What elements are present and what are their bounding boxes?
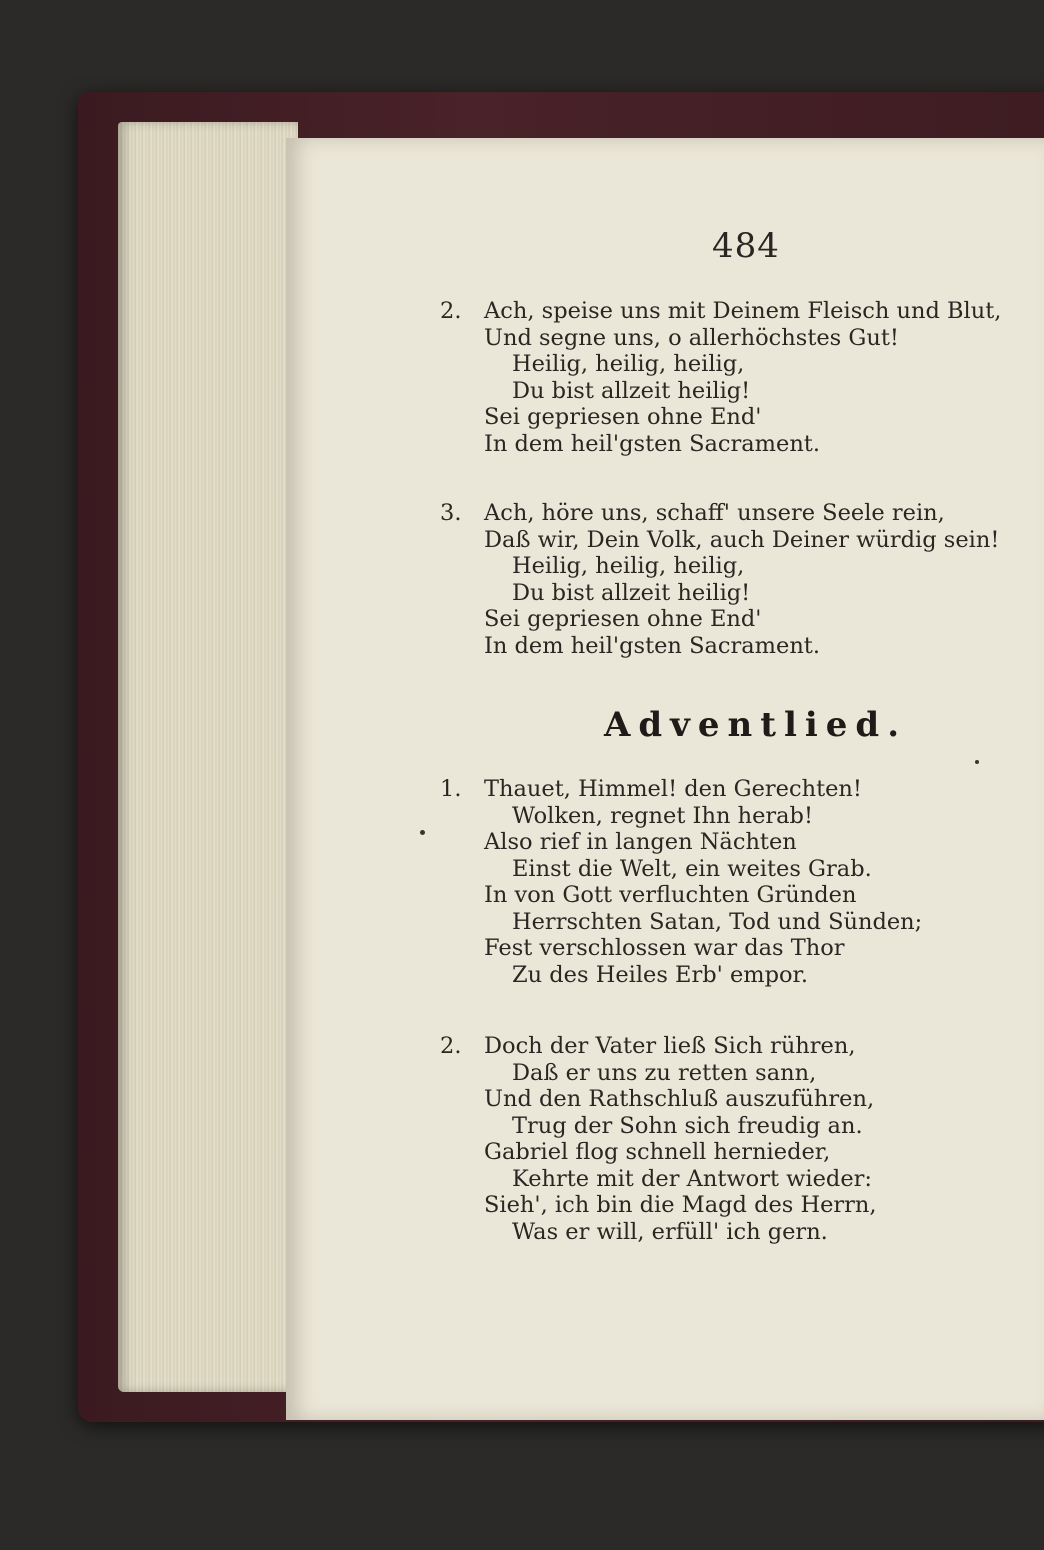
verse-number: 2.: [440, 1033, 462, 1059]
verse-line: Daß wir, Dein Volk, auch Deiner würdig sein!: [484, 526, 1000, 553]
verse-block: [440, 298, 1001, 457]
verse-line: Was er will, erfüll' ich gern.: [512, 1218, 828, 1245]
verse-line: Ach, höre uns, schaff' unsere Seele rein,: [484, 500, 945, 526]
verse-line: Heilig, heilig, heilig,: [512, 553, 745, 579]
verse-line: Also rief in langen Nächten: [484, 829, 797, 855]
verse-line: In dem heil'gsten Sacrament.: [484, 430, 821, 457]
verse-line: In von Gott verfluchten Gründen: [484, 882, 857, 908]
verse-line: Einst die Welt, ein weites Grab.: [512, 855, 872, 882]
page-number: 484: [712, 226, 780, 266]
verse-line: Sieh', ich bin die Magd des Herrn,: [484, 1192, 877, 1218]
verse-line: Herrschten Satan, Tod und Sünden;: [512, 908, 923, 935]
verse-line: Trug der Sohn sich freudig an.: [512, 1112, 863, 1139]
verse-line: In dem heil'gsten Sacrament.: [484, 632, 821, 659]
verse-block: [440, 1033, 877, 1245]
verse-line: Fest verschlossen war das Thor: [484, 935, 845, 961]
verse-line: Doch der Vater ließ Sich rühren,: [484, 1033, 856, 1059]
ink-speck: [975, 760, 979, 764]
verse-number: 2.: [440, 298, 462, 324]
verse-line: Gabriel flog schnell hernieder,: [484, 1139, 831, 1165]
ink-speck: [420, 830, 425, 835]
verse-block: [440, 500, 999, 659]
verse-line: Ach, speise uns mit Deinem Fleisch und Blut,: [484, 298, 1002, 324]
verse-number: 3.: [440, 500, 462, 526]
verse-line: Wolken, regnet Ihn herab!: [512, 802, 814, 829]
verse-line: Heilig, heilig, heilig,: [512, 351, 745, 377]
verse-number: 1.: [440, 776, 462, 802]
verse-line: Daß er uns zu retten sann,: [512, 1059, 817, 1086]
verse-line: Du bist allzeit heilig!: [512, 377, 751, 404]
verse-line: Du bist allzeit heilig!: [512, 579, 751, 606]
verse-line: Sei gepriesen ohne End': [484, 606, 762, 632]
hymn-heading: Adventlied.: [604, 705, 908, 745]
verse-line: Und den Rathschluß auszuführen,: [484, 1086, 875, 1112]
verse-line: Thauet, Himmel! den Gerechten!: [484, 776, 862, 802]
verse-line: Kehrte mit der Antwort wieder:: [512, 1165, 872, 1192]
verse-block: [440, 776, 922, 988]
verse-line: Zu des Heiles Erb' empor.: [512, 961, 808, 988]
page-edges: [118, 122, 298, 1392]
verse-line: Und segne uns, o allerhöchstes Gut!: [484, 324, 899, 351]
verse-line: Sei gepriesen ohne End': [484, 404, 762, 430]
